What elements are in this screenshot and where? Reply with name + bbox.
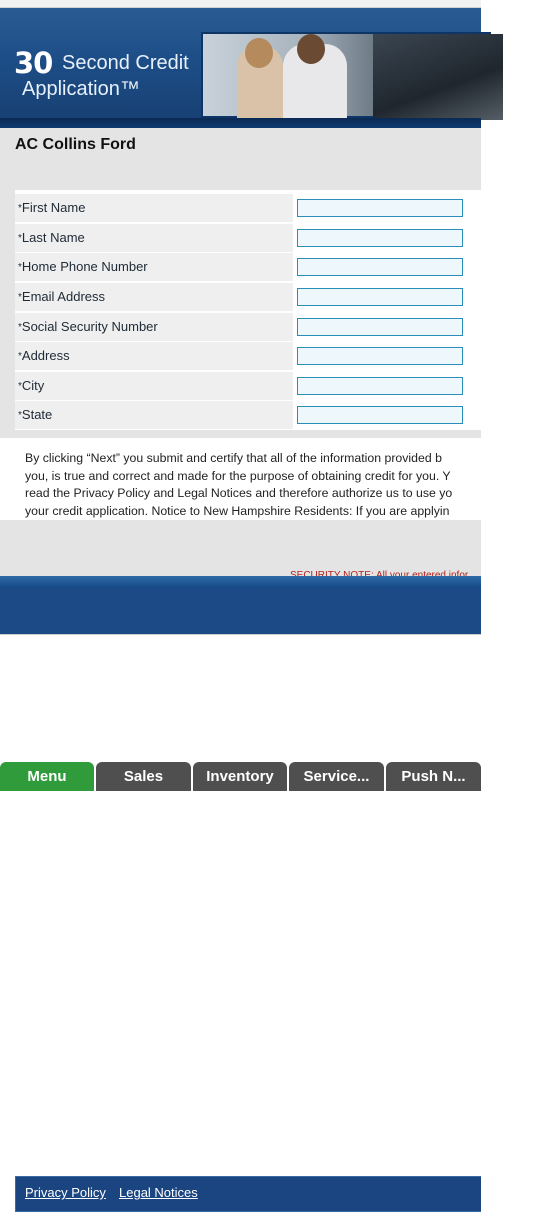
required-marker: * — [18, 410, 22, 421]
field-label-cell — [15, 313, 293, 341]
field-label-cell — [15, 253, 293, 281]
required-marker: * — [18, 381, 22, 392]
field-label-text: City — [21, 378, 45, 393]
field-label-cell — [15, 372, 293, 400]
required-marker: * — [18, 322, 22, 333]
field-input-cell — [293, 372, 481, 400]
field-label-email — [18, 289, 105, 304]
required-marker: * — [18, 292, 22, 303]
field-row-state — [15, 401, 481, 429]
field-input-cell — [293, 401, 481, 429]
header-photo — [201, 32, 491, 118]
field-row-city — [15, 372, 481, 400]
field-label-text: First Name — [21, 200, 86, 215]
field-label-text: Email Address — [21, 289, 105, 304]
field-label-address — [18, 348, 70, 363]
header-bottom-bar — [0, 118, 481, 128]
required-marker: * — [18, 233, 22, 244]
dealer-name: AC Collins Ford — [15, 136, 136, 153]
disclaimer-line: you, is true and correct and made for the purpose of obtaining credit for you. Y — [25, 468, 451, 483]
disclaimer-line: your credit application. Notice to New Hampshire Residents: If you are applyin — [25, 503, 450, 518]
app-logo — [14, 46, 199, 104]
photo-car — [373, 34, 503, 120]
footer-top-bar — [0, 576, 481, 588]
home-phone-input[interactable] — [297, 258, 463, 276]
photo-person-woman-head — [245, 38, 273, 68]
field-label-text: Social Security Number — [21, 319, 158, 334]
field-input-cell — [293, 313, 481, 341]
tab-push-notifications[interactable]: Push N... — [386, 762, 481, 791]
top-strip — [0, 0, 481, 8]
field-label-text: Home Phone Number — [21, 259, 148, 274]
field-label-cell — [15, 283, 293, 311]
city-input[interactable] — [297, 377, 463, 395]
field-label-cell — [15, 194, 293, 222]
logo-number — [14, 46, 52, 80]
required-marker: * — [18, 351, 22, 362]
field-label-ssn — [18, 319, 158, 334]
disclaimer-line: read the Privacy Policy and Legal Notices and therefore authorize us to use yo — [25, 486, 453, 500]
field-label-last-name — [18, 230, 85, 245]
field-label-cell — [15, 401, 293, 429]
tab-menu[interactable]: Menu — [0, 762, 94, 791]
disclaimer-box — [15, 450, 481, 520]
required-marker: * — [18, 262, 22, 273]
field-label-text: State — [21, 407, 53, 422]
field-row-home-phone — [15, 253, 481, 281]
legal-notices-link[interactable]: Legal Notices — [119, 1185, 198, 1200]
photo-person-man-head — [297, 34, 325, 64]
state-input[interactable] — [297, 406, 463, 424]
security-band — [0, 520, 481, 576]
field-input-cell — [293, 224, 481, 252]
field-row-ssn — [15, 313, 481, 341]
address-input[interactable] — [297, 347, 463, 365]
field-input-cell — [293, 194, 481, 222]
field-label-cell — [15, 224, 293, 252]
field-row-last-name — [15, 224, 481, 252]
last-name-input[interactable] — [297, 229, 463, 247]
ssn-input[interactable] — [297, 318, 463, 336]
logo-number-text: 30 — [14, 46, 53, 80]
privacy-policy-link[interactable]: Privacy Policy — [25, 1185, 106, 1200]
field-label-state — [18, 407, 52, 422]
field-label-text: Address — [21, 348, 70, 363]
tab-service[interactable]: Service... — [289, 762, 384, 791]
tab-sales[interactable]: Sales — [96, 762, 191, 791]
field-label-home-phone — [18, 259, 148, 274]
logo-line1: Second Credit — [62, 52, 189, 74]
required-marker: * — [18, 203, 22, 214]
disclaimer-line: By clicking “Next” you submit and certify that all of the information provided b — [25, 451, 442, 465]
tab-inventory[interactable]: Inventory — [193, 762, 287, 791]
field-input-cell — [293, 283, 481, 311]
field-row-address — [15, 342, 481, 370]
logo-line2: Application™ — [22, 78, 140, 100]
field-input-cell — [293, 253, 481, 281]
field-row-email — [15, 283, 481, 311]
field-label-city — [18, 378, 44, 393]
email-input[interactable] — [297, 288, 463, 306]
field-label-first-name — [18, 200, 85, 215]
field-label-text: Last Name — [21, 230, 85, 245]
app-header — [0, 8, 481, 126]
footer-divider — [0, 634, 481, 635]
field-input-cell — [293, 342, 481, 370]
first-name-input[interactable] — [297, 199, 463, 217]
field-row-first-name — [15, 194, 481, 222]
field-label-cell — [15, 342, 293, 370]
disclaimer-text — [25, 450, 545, 520]
